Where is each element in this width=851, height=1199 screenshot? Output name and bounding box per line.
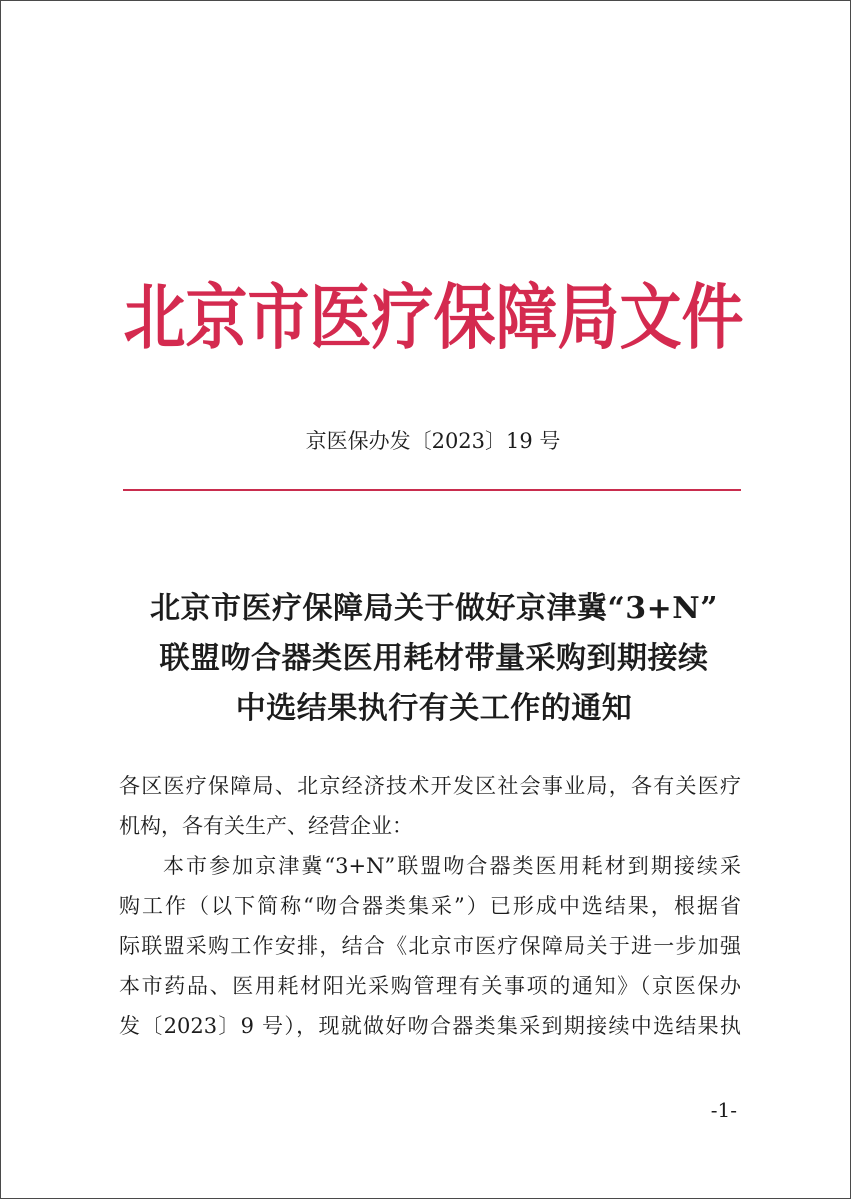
- body-line: 本市参加京津冀“3+N”联盟吻合器类医用耗材到期接续采: [163, 854, 741, 878]
- salutation-line: 机构，各有关生产、经营企业：: [119, 814, 413, 838]
- notice-title-line: 北京市医疗保障局关于做好京津冀“3+N”: [150, 591, 718, 626]
- body-text: [119, 766, 741, 1046]
- red-divider-line: [123, 489, 741, 491]
- notice-title: [119, 584, 749, 734]
- body-line: 际联盟采购工作安排，结合《北京市医疗保障局关于进一步加强: [119, 934, 741, 958]
- notice-title-line: 联盟吻合器类医用耗材带量采购到期接续: [159, 641, 709, 676]
- salutation-line: 各区医疗保障局、北京经济技术开发区社会事业局，各有关医疗: [119, 774, 741, 798]
- body-line: 购工作（以下简称“吻合器类集采”）已形成中选结果，根据省: [119, 894, 741, 918]
- document-number: 京医保办发〔2023〕19 号: [305, 429, 561, 453]
- notice-title-line: 中选结果执行有关工作的通知: [235, 691, 633, 726]
- body-line: 发〔2023〕9 号），现就做好吻合器类集采到期接续中选结果执: [119, 1014, 741, 1038]
- document-header-title: 北京市医疗保障局文件: [123, 275, 744, 360]
- body-line: 本市药品、医用耗材阳光采购管理有关事项的通知》（京医保办: [119, 974, 741, 998]
- page-number: -1-: [710, 1098, 737, 1122]
